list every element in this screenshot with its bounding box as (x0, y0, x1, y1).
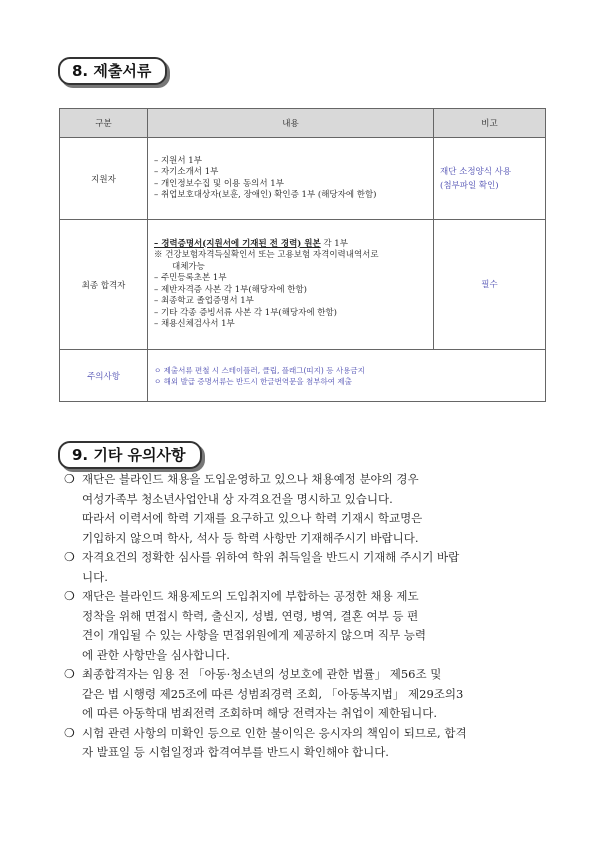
section-8-title: 8. 제출서류 (58, 57, 167, 85)
asterisk-note: ※ 건강보험자격득실확인서 또는 고용보험 자격이력내역서로 (154, 250, 379, 260)
note-line: 기입하지 않으며 학사, 석사 등 학력 사항만 기재해주시기 바랍니다. (82, 530, 419, 545)
list-item (64, 548, 550, 587)
table-row (60, 138, 546, 220)
row-note: 필수 (434, 220, 546, 350)
table-row (60, 220, 546, 350)
list-item (64, 587, 550, 665)
list-item: – 지원서 1부 (154, 155, 202, 166)
table-row (60, 350, 546, 402)
row-category: 주의사항 (60, 350, 148, 402)
circle-bullet-icon: ❍ (64, 589, 75, 603)
list-item: – 기타 각종 증빙서류 사본 각 1부(해당자에 한함) (154, 307, 338, 318)
note-line: 시험 관련 사항의 미확인 등으로 인한 불이익은 응시자의 책임이 되므로, 합격 (82, 725, 467, 740)
list-item: ㅇ 제출서류 편철 시 스테이플러, 클립, 플래그(띠지) 등 사용금지 (154, 365, 365, 375)
list-item: – 취업보호대상자(보훈, 장애인) 확인증 1부 (해당자에 한함) (154, 190, 377, 200)
note-line: (첨부파일 확인) (440, 180, 499, 191)
list-item: – 개인정보수집 및 이용 동의서 1부 (154, 178, 284, 189)
header-content: 내용 (148, 109, 434, 138)
list-item: – 주민등록초본 1부 (154, 273, 227, 283)
note-line: 견이 개입될 수 있는 사항을 면접위원에게 제공하지 않으며 직무 능력 (82, 628, 426, 642)
list-item: – 채용신체검사서 1부 (154, 319, 235, 329)
list-item: – 자기소개서 1부 (154, 167, 219, 177)
section-9-title: 9. 기타 유의사항 (58, 441, 202, 469)
note-line: 자격요건의 정확한 심사를 위하여 학위 취득일을 반드시 기재해 주시기 바랍 (82, 550, 460, 564)
underlined-text: – 경력증명서(지원서에 기재된 전 경력) 원본 (154, 238, 321, 249)
row-category: 최종 합격자 (60, 220, 148, 350)
note-line: 정착을 위해 면접시 학력, 출신지, 성별, 연령, 병역, 결혼 여부 등 편 (82, 608, 419, 623)
list-item (64, 470, 550, 548)
circle-bullet-icon: ❍ (64, 550, 75, 564)
asterisk-note-cont: 대체가능 (172, 261, 205, 272)
documents-table (59, 108, 546, 402)
list-item (154, 239, 427, 251)
list-item (64, 665, 550, 724)
note-line: 니다. (82, 569, 108, 584)
item-rest: 각 1부 (320, 238, 348, 249)
note-line: 여성가족부 청소년사업안내 상 자격요건을 명시하고 있습니다. (82, 491, 393, 506)
circle-bullet-icon: ❍ (64, 667, 75, 681)
row-content (148, 138, 434, 220)
header-category: 구분 (60, 109, 148, 138)
note-line: 따라서 이력서에 학력 기재를 요구하고 있으나 학력 기재시 학교명은 (82, 511, 423, 525)
note-line: 재단은 블라인드 채용을 도입운영하고 있으나 채용예정 분야의 경우 (82, 472, 419, 486)
note-line: 에 따른 아동학대 범죄전력 조회하며 해당 전력자는 취업이 제한됩니다. (82, 706, 438, 720)
row-note (434, 138, 546, 220)
circle-bullet-icon: ❍ (64, 472, 75, 486)
table-header-row (60, 109, 546, 138)
notes-list (64, 470, 550, 763)
list-item: – 제반자격증 사본 각 1부(해당자에 한함) (154, 284, 307, 295)
note-line: 같은 법 시행령 제25조에 따른 성범죄경력 조회, 「아동복지법」 제29조의3 (82, 686, 464, 701)
row-content (148, 220, 434, 350)
note-line: 자 발표일 등 시험일정과 합격여부를 반드시 확인해야 합니다. (82, 745, 389, 759)
note-line: 재단 소정양식 사용 (440, 166, 512, 177)
list-item: ㅇ 해외 발급 증명서류는 반드시 한글번역문을 첨부하여 제출 (154, 376, 352, 386)
circle-bullet-icon: ❍ (64, 725, 75, 740)
row-content (148, 350, 546, 402)
list-item (64, 724, 550, 763)
header-note: 비고 (434, 109, 546, 138)
list-item: – 최종학교 졸업증명서 1부 (154, 296, 254, 306)
note-line: 에 관한 사항만을 심사합니다. (82, 647, 230, 662)
note-line: 최종합격자는 임용 전 「아동·청소년의 성보호에 관한 법률」 제56조 및 (82, 667, 442, 681)
row-category: 지원자 (60, 138, 148, 220)
note-line: 재단은 블라인드 채용제도의 도입취지에 부합하는 공정한 채용 제도 (82, 589, 419, 603)
